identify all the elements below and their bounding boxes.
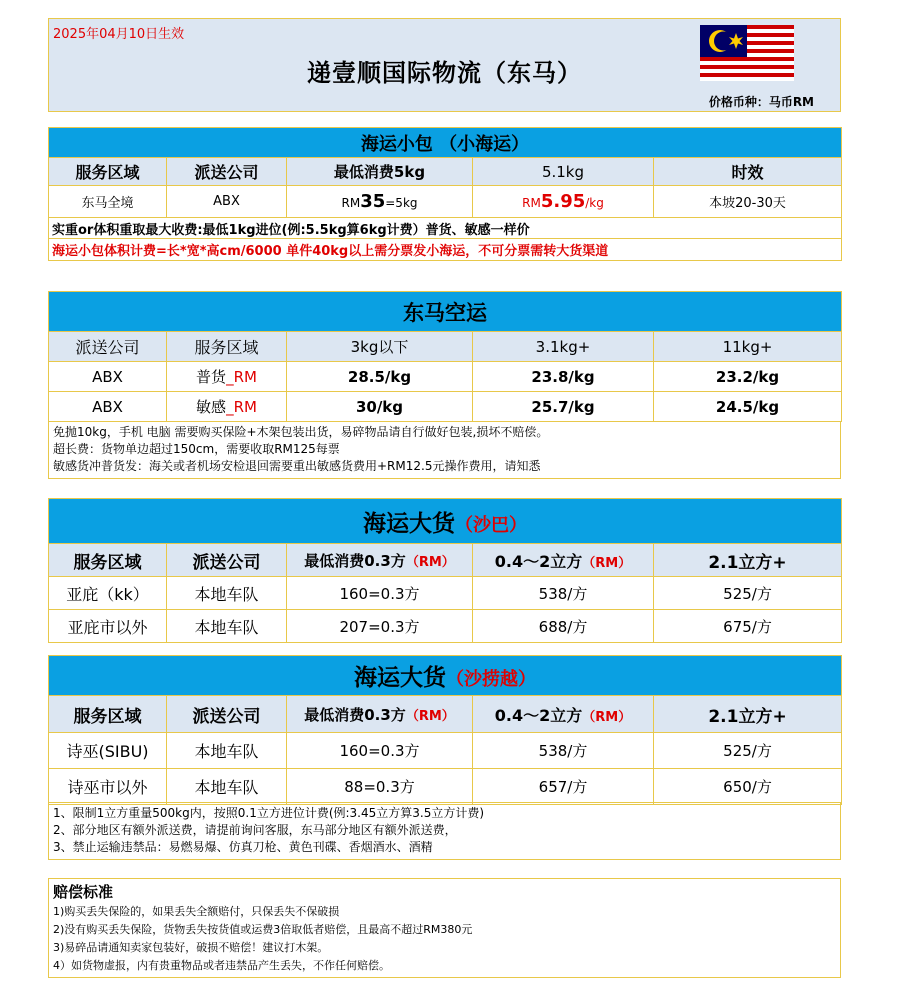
col-header: 派送公司 bbox=[167, 696, 287, 733]
company-cell: 本地车队 bbox=[167, 769, 287, 805]
price-cell: 160=0.3方 bbox=[287, 577, 473, 610]
header-banner bbox=[48, 18, 841, 112]
rm-label: （RM） bbox=[405, 554, 455, 570]
air-notes bbox=[48, 421, 841, 479]
type-cell bbox=[167, 392, 287, 422]
area-cell: 东马全境 bbox=[49, 186, 167, 218]
price-cell: 525/方 bbox=[654, 577, 842, 610]
company-cell: 本地车队 bbox=[167, 577, 287, 610]
table-row bbox=[49, 392, 842, 422]
min-value: 35 bbox=[360, 191, 386, 212]
compensation-item: 3)易碎品请通知卖家包装好，破损不赔偿！建议打木架。 bbox=[53, 941, 329, 954]
sea-sarawak-header-row bbox=[49, 696, 842, 733]
price-cell: 657/方 bbox=[473, 769, 654, 805]
air-table bbox=[48, 291, 842, 422]
type-label: 敏感 bbox=[196, 398, 227, 416]
col-header: 服务区域 bbox=[49, 696, 167, 733]
sea-note: 3、禁止运输违禁品：易燃易爆、仿真刀枪、黄色刊碟、香烟酒水、酒精 bbox=[53, 840, 433, 854]
title-region: （沙巴） bbox=[455, 514, 527, 536]
col-header bbox=[287, 544, 473, 577]
col-header bbox=[473, 696, 654, 733]
min-label: 最低消费0.3方 bbox=[304, 705, 406, 724]
company-cell: ABX bbox=[49, 392, 167, 422]
sea-sabah-header-row bbox=[49, 544, 842, 577]
price-cell: 88=0.3方 bbox=[287, 769, 473, 805]
rate-prefix: RM bbox=[522, 196, 541, 210]
col-header: 2.1立方+ bbox=[654, 544, 842, 577]
sea-sabah-title bbox=[49, 499, 842, 544]
compensation-item: 2)没有购买丢失保险，货物丢失按货值或运费3倍取低者赔偿，且最高不超过RM380元 bbox=[53, 923, 473, 936]
col-header bbox=[287, 696, 473, 733]
currency-label: 价格币种：马币RM bbox=[708, 95, 814, 109]
air-title: 东马空运 bbox=[49, 292, 842, 332]
sea-sarawak-table bbox=[48, 655, 842, 805]
effective-date: 2025年04月10日生效 bbox=[53, 27, 185, 42]
col-header: 派送公司 bbox=[167, 544, 287, 577]
sea-sarawak-title bbox=[49, 656, 842, 696]
air-note: 免抛10kg，手机 电脑 需要购买保险+木架包装出货，易碎物品请自行做好包装,损坏不赔偿。 bbox=[53, 425, 549, 439]
min-prefix: RM bbox=[341, 196, 361, 210]
rate-suffix: /kg bbox=[585, 196, 604, 210]
table-row bbox=[49, 769, 842, 805]
col-header: 11kg+ bbox=[654, 332, 842, 362]
company-cell: 本地车队 bbox=[167, 610, 287, 643]
col-header: 服务区域 bbox=[49, 544, 167, 577]
mid-label: 0.4～2立方 bbox=[494, 551, 583, 571]
company-cell: ABX bbox=[167, 186, 287, 218]
title-region: （沙捞越） bbox=[446, 669, 537, 690]
rate-cell bbox=[473, 186, 654, 218]
title-main: 海运大货 bbox=[363, 510, 455, 537]
col-header bbox=[473, 544, 654, 577]
col-header: 服务区域 bbox=[167, 332, 287, 362]
min-charge-cell bbox=[287, 186, 473, 218]
sea-note: 2、部分地区有额外派送费，请提前询问客服，东马部分地区有额外派送费， bbox=[53, 823, 457, 837]
price-cell: 538/方 bbox=[473, 733, 654, 769]
col-header: 派送公司 bbox=[167, 158, 287, 186]
area-cell: 亚庇（kk） bbox=[49, 577, 167, 610]
col-header: 最低消费5kg bbox=[287, 158, 473, 186]
rm-label: _RM bbox=[226, 368, 257, 386]
compensation-box bbox=[48, 878, 841, 978]
price-cell: 650/方 bbox=[654, 769, 842, 805]
table-row bbox=[49, 362, 842, 392]
air-header-row bbox=[49, 332, 842, 362]
rm-label: （RM） bbox=[582, 555, 632, 571]
sea-note: 1、限制1立方重量500kg内，按照0.1立方进位计费(例:3.45立方算3.5立方计费) bbox=[53, 806, 485, 820]
sea-sabah-table bbox=[48, 498, 842, 643]
type-cell bbox=[167, 362, 287, 392]
sea-parcel-volume-note: 海运小包体积计费=长*宽*高cm/6000 单件40kg以上需分票发小海运，不可分票需转大货渠道 bbox=[49, 239, 842, 261]
price-cell: 28.5/kg bbox=[287, 362, 473, 392]
min-label: 最低消费0.3方 bbox=[304, 551, 406, 570]
time-cell: 本坡20-30天 bbox=[654, 186, 842, 218]
col-header: 3kg以下 bbox=[287, 332, 473, 362]
rate-value: 5.95 bbox=[540, 191, 586, 212]
sea-parcel-title: 海运小包 （小海运） bbox=[49, 128, 842, 158]
price-cell: 30/kg bbox=[287, 392, 473, 422]
price-cell: 675/方 bbox=[654, 610, 842, 643]
price-cell: 23.2/kg bbox=[654, 362, 842, 392]
table-row bbox=[49, 610, 842, 643]
price-cell: 207=0.3方 bbox=[287, 610, 473, 643]
sea-parcel-header-row bbox=[49, 158, 842, 186]
col-header: 服务区域 bbox=[49, 158, 167, 186]
compensation-title: 赔偿标准 bbox=[53, 883, 114, 901]
company-cell: ABX bbox=[49, 362, 167, 392]
malaysia-flag-icon bbox=[700, 25, 794, 81]
area-cell: 亚庇市以外 bbox=[49, 610, 167, 643]
price-cell: 538/方 bbox=[473, 577, 654, 610]
compensation-item: 4）如货物虚报，内有贵重物品或者违禁品产生丢失，不作任何赔偿。 bbox=[53, 959, 390, 972]
price-cell: 23.8/kg bbox=[473, 362, 654, 392]
price-cell: 688/方 bbox=[473, 610, 654, 643]
mid-label: 0.4～2立方 bbox=[494, 705, 583, 725]
price-cell: 525/方 bbox=[654, 733, 842, 769]
rm-label: _RM bbox=[226, 398, 257, 416]
col-header: 派送公司 bbox=[49, 332, 167, 362]
min-suffix: =5kg bbox=[385, 196, 418, 210]
air-note: 超长费：货物单边超过150cm，需要收取RM125每票 bbox=[53, 442, 340, 456]
price-cell: 25.7/kg bbox=[473, 392, 654, 422]
rm-label: （RM） bbox=[405, 708, 455, 724]
col-header: 5.1kg bbox=[473, 158, 654, 186]
col-header: 时效 bbox=[654, 158, 842, 186]
area-cell: 诗巫(SIBU) bbox=[49, 733, 167, 769]
title-main: 海运大货 bbox=[354, 665, 447, 691]
sea-parcel-table bbox=[48, 127, 842, 261]
air-note: 敏感货冲普货发：海关或者机场安检退回需要重出敏感货费用+RM12.5元操作费用，请知悉 bbox=[53, 459, 541, 473]
table-row bbox=[49, 577, 842, 610]
page-title: 递壹顺国际物流（东马） bbox=[307, 59, 582, 87]
rm-label: （RM） bbox=[582, 709, 632, 725]
table-row bbox=[49, 733, 842, 769]
area-cell: 诗巫市以外 bbox=[49, 769, 167, 805]
col-header: 2.1立方+ bbox=[654, 696, 842, 733]
col-header: 3.1kg+ bbox=[473, 332, 654, 362]
sea-parcel-note: 实重or体积重取最大收费:最低1kg进位(例:5.5kg算6kg计费）普货、敏感一样价 bbox=[49, 218, 842, 239]
price-cell: 160=0.3方 bbox=[287, 733, 473, 769]
compensation-item: 1)购买丢失保险的，如果丢失全额赔付，只保丢失不保破损 bbox=[53, 905, 340, 918]
sea-notes bbox=[48, 802, 841, 860]
company-cell: 本地车队 bbox=[167, 733, 287, 769]
price-cell: 24.5/kg bbox=[654, 392, 842, 422]
type-label: 普货 bbox=[196, 368, 227, 386]
table-row bbox=[49, 186, 842, 218]
